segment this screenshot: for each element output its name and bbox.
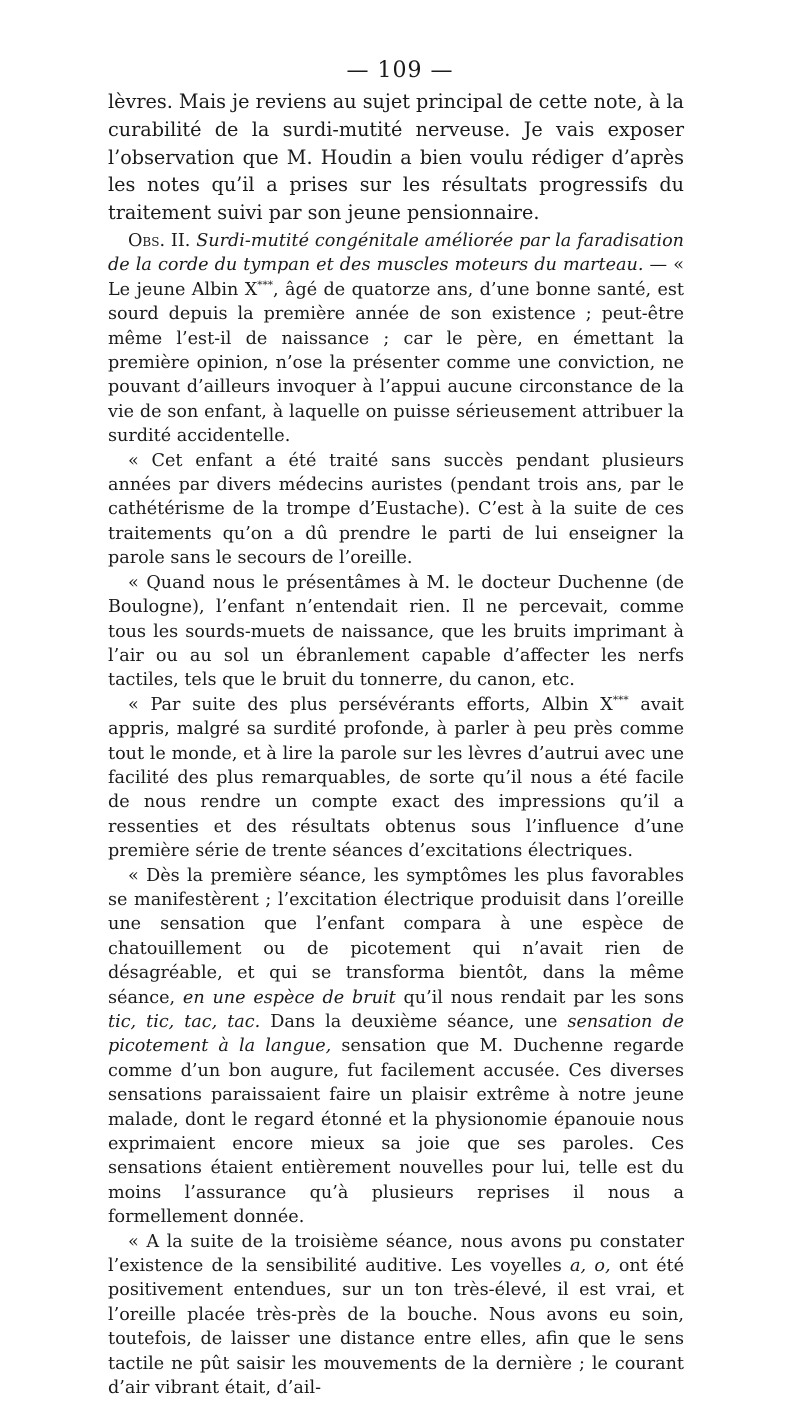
- paragraph: « Quand nous le présentâmes à M. le docteur Duchenne (de Boulogne), l’enfant n’entendait rien. Il ne percevait, comme tous les sourds-muets de naissance, que les bruits imprimant à l’air ou au sol un ébranlement capable d’affecter les nerfs tactiles, tels que le bruit du tonnerre, du canon, etc.: [108, 572, 684, 691]
- paragraph-text: « Dès la première séance, les symptômes les plus favorables se manifestèrent ; l’excitation électrique produisit dans l’oreille une sensation que l’enfant compara à une espèce de chatouillement ou de picotement qui n’avait rien de désagréable, et qui se transforma bientôt, dans la même séance,: [108, 865, 684, 1008]
- observation-title: Surdi-mutité congénitale améliorée par la faradisation de la corde du tympan et des muscles moteurs du marteau.: [108, 231, 685, 276]
- italic-text: tic, tic, tac, tac.: [108, 1012, 261, 1032]
- superscript: ***: [612, 693, 629, 706]
- paragraph-text: Dans la deuxième séance, une: [260, 1012, 568, 1032]
- superscript: ***: [257, 278, 274, 291]
- paragraph-text: sensation que M. Duchenne regarde comme d’un bon augure, fut facilement accusée. Ces diverses sensations paraissaient faire un plaisir extrême à notre jeune malade, dont le regard étonné et la physionomie épanouie nous exprimaient encore mieux sa joie que ses paroles. Ces sensations étaient entièrement nouvelles pour lui, telle est du moins l’assurance qu’à plusieurs reprises il nous a formellement donnée.: [108, 1036, 684, 1228]
- paragraph-text: ont été positivement entendues, sur un ton très-élevé, il est vrai, et l’oreille placée très-près de la bouche. Nous avons eu soin, toutefois, de laisser une distance entre elles, afin que le sens tactile ne pût saisir les mouvements de la dernière ; le courant d’air vibrant était, d’ail-: [108, 1256, 684, 1399]
- paragraph: [108, 1230, 684, 1401]
- paragraph: lèvres. Mais je reviens au sujet principal de cette note, à la curabilité de la surdi-mutité nerveuse. Je vais exposer l’observation que M. Houdin a bien voulu rédiger d’après les notes qu’il a prises sur les résultats progressifs du traitement suivi par son jeune pensionnaire.: [108, 90, 684, 225]
- observation-block: [108, 229, 684, 1401]
- intro-paragraph-block: [108, 88, 684, 227]
- paragraph-text: — « Le jeune Albin X: [108, 255, 684, 300]
- paragraph: [108, 864, 684, 1230]
- italic-text: a, o,: [570, 1256, 611, 1277]
- italic-text: en une espèce de bruit: [182, 987, 396, 1008]
- paragraph-text: « A la suite de la troisième séance, nous avons pu constater l’existence de la sensibilité auditive. Les voyelles: [108, 1231, 684, 1277]
- paragraph-text: « Par suite des plus persévérants efforts, Albin X: [128, 694, 613, 715]
- paragraph-text: avait appris, malgré sa surdité profonde, à parler à peu près comme tout le monde, et à lire la parole sur les lèvres d’autrui avec une facilité des plus remarquables, de sorte qu’il nous a été facile de nous rendre un compte exact des impressions qu’il a ressenties et des résultats obtenus sous l’influence d’une première série de trente séances d’excitations électriques.: [108, 694, 684, 862]
- italic-text: sensation de picotement à la langue,: [108, 1012, 684, 1057]
- paragraph-text: , âgé de quatorze ans, d’une bonne santé, est sourd depuis la première année de son existence ; peut-être même l’est-il de naissance ; car le père, en émettant la première opinion, n’ose la présenter comme une conviction, ne pouvant d’ailleurs invoquer à l’appui aucune circonstance de la vie de son enfant, à laquelle on puisse sérieusement attribuer la surdité accidentelle.: [108, 279, 684, 447]
- paragraph: « Cet enfant a été traité sans succès pendant plusieurs années par divers médecins auristes (pendant trois ans, par le cathétérisme de la trompe d’Eustache). C’est à la suite de ces traitements qu’on a dû prendre le parti de lui enseigner la parole sans le secours de l’oreille.: [108, 450, 684, 569]
- observation-paragraph: [108, 229, 684, 449]
- paragraph: [108, 693, 684, 864]
- paragraph-text: qu’il nous rendait par les sons: [395, 987, 684, 1008]
- page-number: — 109 —: [346, 58, 454, 83]
- observation-label: Obs. II.: [128, 231, 191, 251]
